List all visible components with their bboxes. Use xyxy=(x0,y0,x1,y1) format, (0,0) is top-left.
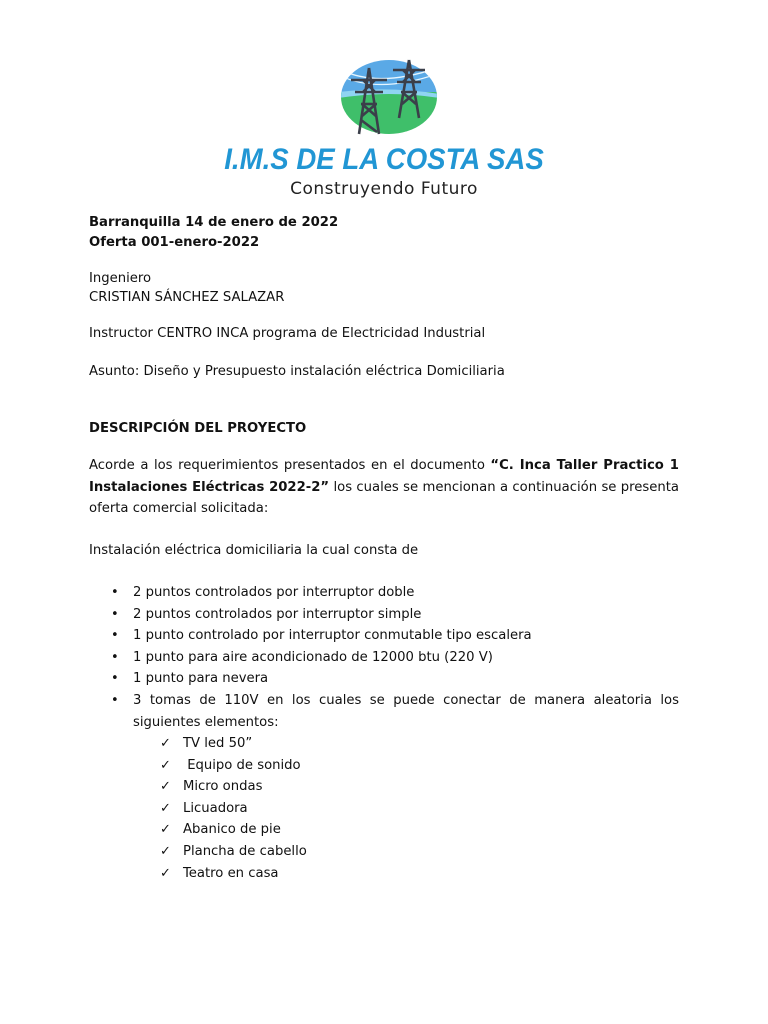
bullet-icon: • xyxy=(111,628,119,644)
bullet-icon: • xyxy=(111,649,119,665)
place-date: Barranquilla 14 de enero de 2022 xyxy=(89,215,339,230)
list-item: • 1 punto controlado por interruptor conmutable tipo escalera xyxy=(89,625,679,647)
checkmark-icon: ✓ xyxy=(160,757,171,773)
checklist-item: ✓ Teatro en casa xyxy=(160,863,560,885)
checkmark-icon: ✓ xyxy=(160,822,171,838)
checkmark-icon: ✓ xyxy=(160,736,171,751)
company-name: I.M.S DE LA COSTA SAS xyxy=(224,143,544,176)
intro-part-2: los cuales se mencionan a continuación se presenta oferta comercial solicitada: xyxy=(89,479,680,516)
section-title: DESCRIPCIÓN DEL PROYECTO xyxy=(89,421,307,436)
checklist-item: ✓ Micro ondas xyxy=(160,776,560,798)
appliances-checklist xyxy=(160,733,560,884)
list-item: • 2 puntos controlados por interruptor simple xyxy=(89,604,679,626)
company-tagline: Construyendo Futuro xyxy=(290,179,478,199)
checkmark-icon: ✓ xyxy=(160,843,171,859)
checkmark-icon: ✓ xyxy=(160,865,171,881)
recipient-title: Ingeniero xyxy=(89,271,152,286)
power-tower-logo-icon xyxy=(339,58,439,136)
checkmark-icon: ✓ xyxy=(160,779,171,795)
list-item: • 1 punto para nevera xyxy=(89,668,679,690)
intro-part-1: Acorde a los requerimientos presentados en el documento xyxy=(89,458,491,473)
checklist-item: ✓ Licuadora xyxy=(160,798,560,820)
document-reference: “C. Inca Taller Practico 1 Instalaciones Eléctricas 2022-2” xyxy=(89,458,679,495)
installation-intro: Instalación eléctrica domiciliaria la cual consta de xyxy=(89,543,419,558)
subject-line: Asunto: Diseño y Presupuesto instalación eléctrica Domiciliaria xyxy=(89,364,505,379)
bullet-icon: • xyxy=(111,585,119,600)
list-item: • 2 puntos controlados por interruptor doble xyxy=(89,582,679,604)
bullet-icon: • xyxy=(111,692,119,708)
checklist-item: ✓ Abanico de pie xyxy=(160,819,560,841)
intro-paragraph xyxy=(89,455,679,520)
checkmark-icon: ✓ xyxy=(160,800,171,816)
bullet-icon: • xyxy=(111,606,119,622)
checklist-item: ✓ Plancha de cabello xyxy=(160,841,560,863)
list-item: • 1 punto para aire acondicionado de 12000 btu (220 V) xyxy=(89,647,679,669)
checklist-item: ✓ TV led 50” xyxy=(160,733,560,755)
recipient-role: Instructor CENTRO INCA programa de Electricidad Industrial xyxy=(89,326,486,341)
checklist-item: ✓ Equipo de sonido xyxy=(160,755,560,777)
offer-number: Oferta 001-enero-2022 xyxy=(89,235,260,250)
bullet-icon: • xyxy=(111,671,119,687)
recipient-name: CRISTIAN SÁNCHEZ SALAZAR xyxy=(89,290,285,305)
installation-items-list xyxy=(89,582,679,733)
list-item: • 3 tomas de 110V en los cuales se puede conectar de manera aleatoria los siguientes elementos: xyxy=(89,690,679,733)
